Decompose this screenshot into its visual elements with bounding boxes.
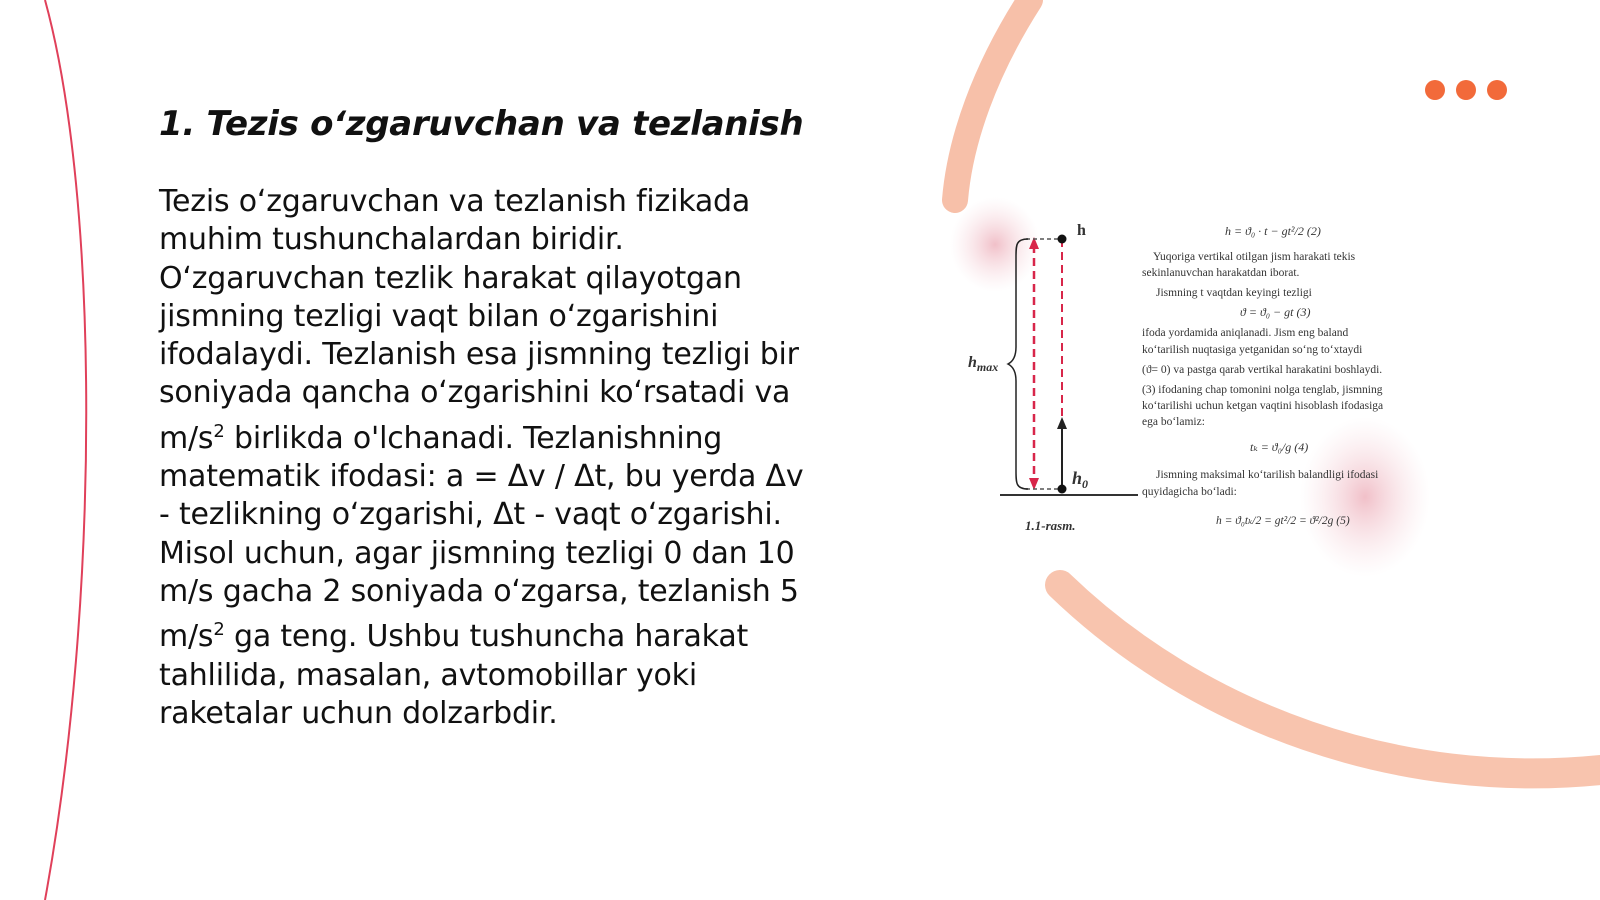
dot-icon bbox=[1456, 80, 1476, 100]
equation-3: ϑ = ϑ₀ − gt (3) bbox=[1240, 305, 1311, 319]
velocity-arrow-icon bbox=[1057, 417, 1067, 429]
top-point bbox=[1058, 235, 1067, 244]
text-p4-line3: ega bo‘lamiz: bbox=[1142, 416, 1205, 428]
label-h: h bbox=[1077, 222, 1086, 239]
superscript-1: 2 bbox=[213, 420, 225, 442]
label-hmax: $h_{max}$ bbox=[968, 354, 999, 374]
text-p5-line1: Jismning maksimal ko‘tarilish balandligi ifodasi bbox=[1156, 469, 1379, 481]
body-text-2: birlikda o'lchanadi. Tezlanishning matematik ifodasi: a = Δv / Δt, bu yerda Δv - tezlikning o‘zgarishi, Δt - vaqt o‘zgarishi. Misol uchun, agar jismning tezligi 0 dan 10 m/s gacha 2 soniyada o‘zgarsa, tezlanish 5 m/s bbox=[159, 420, 804, 655]
body-text-3: ga teng. Ushbu tushuncha harakat tahlilida, masalan, avtomobillar yoki raketalar uchun dolzarbdir. bbox=[159, 619, 749, 731]
text-p2: Jismning t vaqtdan keyingi tezligi bbox=[1156, 287, 1312, 299]
text-p5-line2: quyidagicha bo‘ladi: bbox=[1142, 486, 1237, 498]
texture-top-left bbox=[950, 197, 1040, 292]
text-p4-line1: (3) ifodaning chap tomonini nolga tenglab, jismning bbox=[1142, 384, 1383, 396]
text-p3-line2: ko‘tarilish nuqtasiga yetganidan so‘ng to‘xtaydi bbox=[1142, 344, 1363, 356]
dot-icon bbox=[1425, 80, 1445, 100]
orange-arc-top bbox=[955, 0, 1030, 200]
text-p1-line1: Yuqoriga vertikal otilgan jism harakati tekis bbox=[1153, 251, 1356, 263]
text-p3-line1: ifoda yordamida aniqlanadi. Jism eng baland bbox=[1142, 327, 1349, 339]
body-text-1: Tezis o‘zgaruvchan va tezlanish fizikada muhim tushunchalardan biridir. O‘zgaruvchan tezlik harakat qilayotgan jismning tezligi vaqt bilan o‘zgarishini ifodalaydi. Tezlanish esa jismning tezligi bir soniyada qancha o‘zgarishini ko‘rsatadi va m/s bbox=[159, 184, 799, 456]
texture-bottom-right bbox=[1300, 417, 1430, 577]
slide-title: 1. Tezis o‘zgaruvchan va tezlanish bbox=[159, 104, 804, 144]
equation-5: h = ϑ₀tₖ/2 = gt²/2 = ϑ²/2g (5) bbox=[1216, 515, 1350, 527]
figure-caption: 1.1-rasm. bbox=[1025, 518, 1076, 533]
bottom-point bbox=[1058, 485, 1067, 494]
text-p4-line2: ko‘tarilishi uchun ketgan vaqtini hisoblash ifodasiga bbox=[1142, 400, 1384, 412]
orange-arc-bottom bbox=[1060, 585, 1600, 773]
equation-4: tₖ = ϑ₀/g (4) bbox=[1250, 440, 1309, 454]
physics-figure bbox=[950, 197, 1450, 577]
left-edge-curve bbox=[45, 0, 86, 900]
equation-2: h = ϑ₀ · t − gt²/2 (2) bbox=[1225, 224, 1321, 238]
arrow-down-icon bbox=[1029, 478, 1039, 490]
text-p3-line3: (ϑ= 0) va pastga qarab vertikal harakatini boshlaydi. bbox=[1142, 364, 1383, 376]
label-h0: $h_0$ bbox=[1072, 468, 1089, 491]
menu-dots bbox=[1425, 80, 1507, 100]
slide-body bbox=[159, 183, 809, 733]
dot-icon bbox=[1487, 80, 1507, 100]
superscript-2: 2 bbox=[213, 619, 225, 641]
text-p1-line2: sekinlanuvchan harakatdan iborat. bbox=[1142, 267, 1300, 279]
